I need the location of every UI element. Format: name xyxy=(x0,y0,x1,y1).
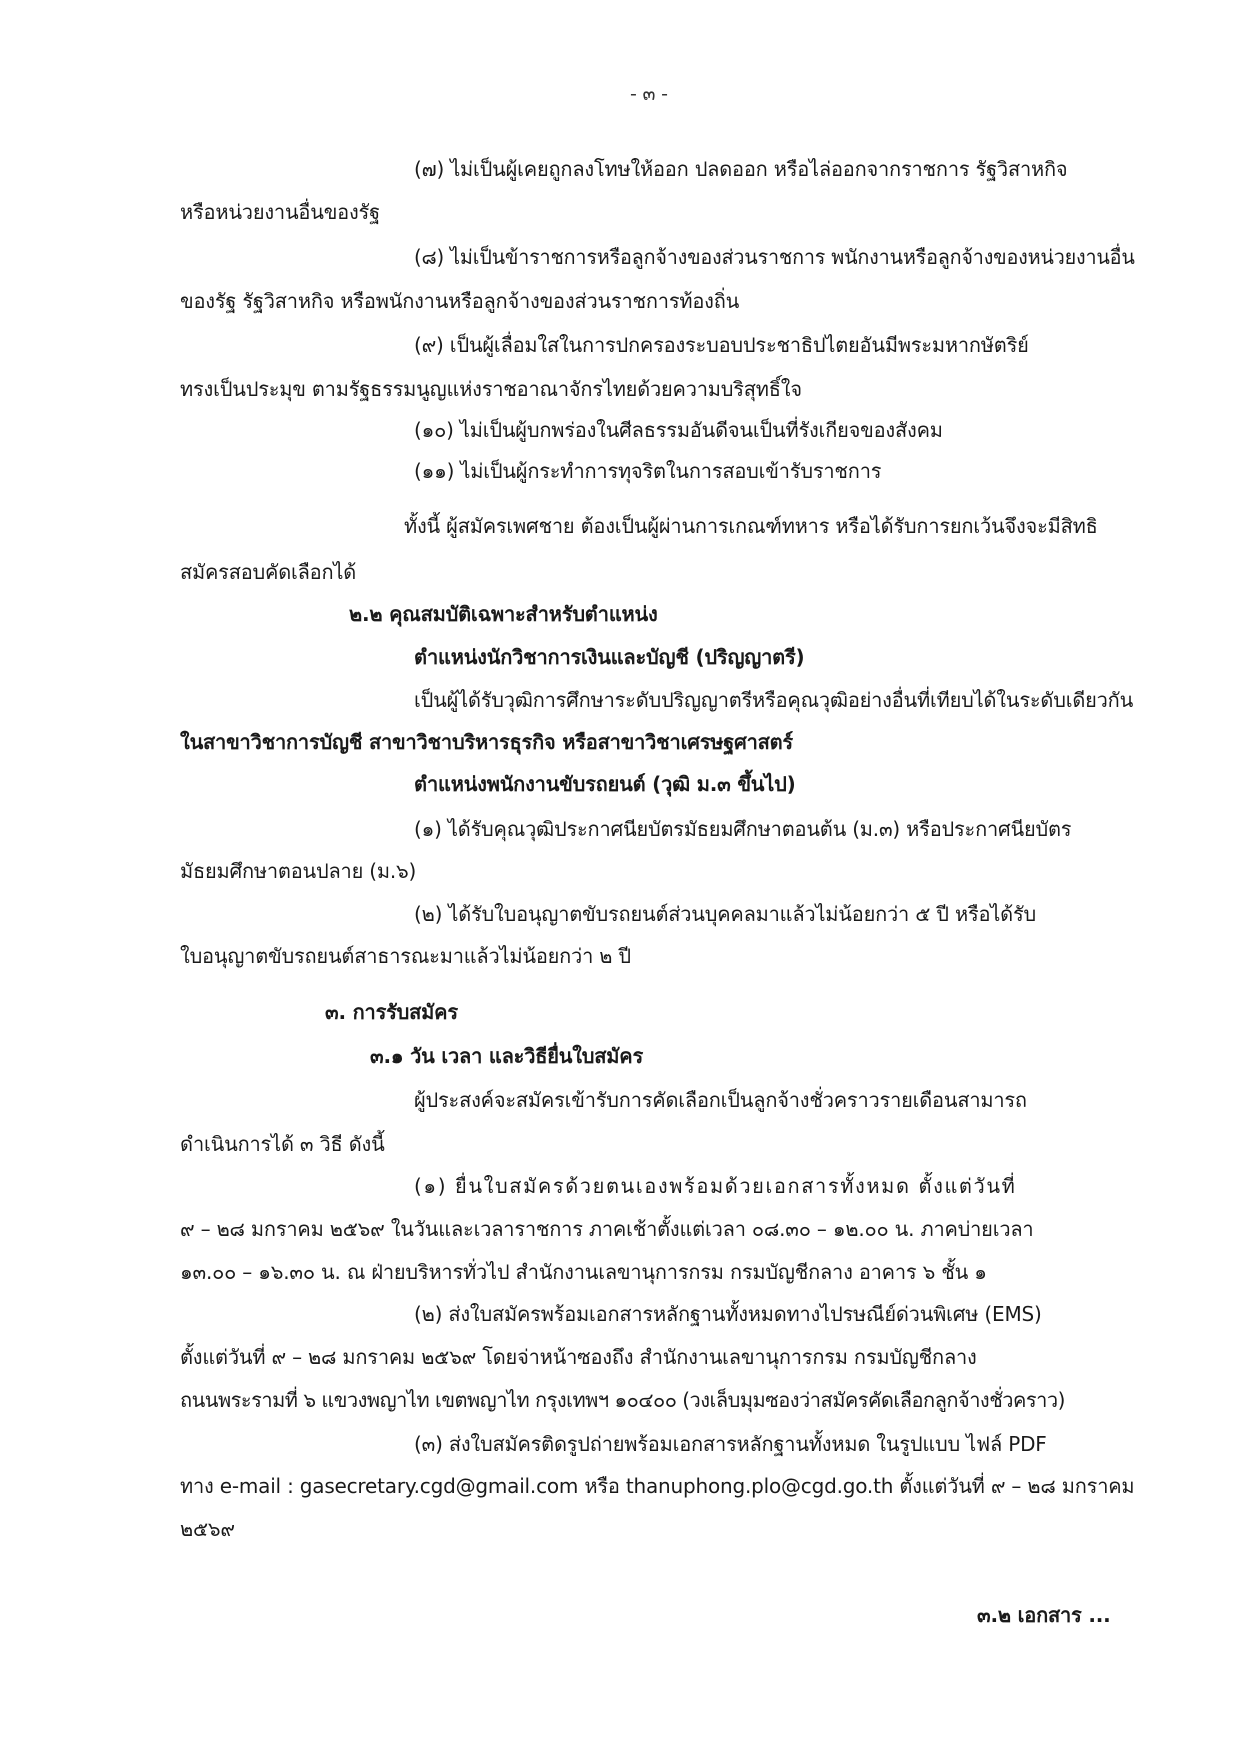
driver-requirement-2-line2: ใบอนุญาตขับรถยนต์สาธารณะมาแล้วไม่น้อยกว่า ๒ ปี xyxy=(180,944,631,968)
method-3-line1: (๓) ส่งใบสมัครติดรูปถ่ายพร้อมเอกสารหลักฐานทั้งหมด ในรูปแบบ ไฟล์ PDF xyxy=(414,1432,1047,1456)
page-number: - ๓ - xyxy=(630,83,668,105)
section-3-heading: ๓. การรับสมัคร xyxy=(325,1000,458,1024)
male-applicant-note-line1: ทั้งนี้ ผู้สมัครเพศชาย ต้องเป็นผู้ผ่านการเกณฑ์ทหาร หรือได้รับการยกเว้นจึงจะมีสิทธิ xyxy=(404,514,1098,538)
qualification-7-line1: (๗) ไม่เป็นผู้เคยถูกลงโทษให้ออก ปลดออก หรือไล่ออกจากราชการ รัฐวิสาหกิจ xyxy=(414,157,1068,181)
driver-requirement-1-line1: (๑) ได้รับคุณวุฒิประกาศนียบัตรมัธยมศึกษาตอนต้น (ม.๓) หรือประกาศนียบัตร xyxy=(414,817,1072,841)
method-1-line1: (๑) ยื่นใบสมัครด้วยตนเองพร้อมด้วยเอกสารทั้งหมด ตั้งแต่วันที่ xyxy=(414,1174,1017,1198)
method-2-line2: ตั้งแต่วันที่ ๙ – ๒๘ มกราคม ๒๕๖๙ โดยจ่าหน้าซองถึง สำนักงานเลขานุการกรม กรมบัญชีกลาง xyxy=(180,1345,977,1369)
driver-requirement-1-line2: มัธยมศึกษาตอนปลาย (ม.๖) xyxy=(180,859,417,883)
position-accountant-line2: ในสาขาวิชาการบัญชี สาขาวิชาบริหารธุรกิจ หรือสาขาวิชาเศรษฐศาสตร์ xyxy=(180,730,793,754)
method-2-line1: (๒) ส่งใบสมัครพร้อมเอกสารหลักฐานทั้งหมดทางไปรษณีย์ด่วนพิเศษ (EMS) xyxy=(414,1302,1042,1326)
qualification-11: (๑๑) ไม่เป็นผู้กระทำการทุจริตในการสอบเข้ารับราชการ xyxy=(414,459,882,483)
application-intro-line2: ดำเนินการได้ ๓ วิธี ดังนี้ xyxy=(180,1132,385,1156)
position-driver-heading: ตำแหน่งพนักงานขับรถยนต์ (วุฒิ ม.๓ ขึ้นไป) xyxy=(414,772,796,796)
method-1-line2: ๙ – ๒๘ มกราคม ๒๕๖๙ ในวันและเวลาราชการ ภาคเช้าตั้งแต่เวลา ๐๘.๓๐ – ๑๒.๐๐ น. ภาคบ่ายเวลา xyxy=(180,1217,1034,1241)
method-3-line3: ๒๕๖๙ xyxy=(180,1517,235,1541)
method-2-line3: ถนนพระรามที่ ๖ แขวงพญาไท เขตพญาไท กรุงเทพฯ ๑๐๔๐๐ (วงเล็บมุมซองว่าสมัครคัดเลือกลูกจ้างชั่วคราว) xyxy=(180,1388,1065,1412)
application-intro-line1: ผู้ประสงค์จะสมัครเข้ารับการคัดเลือกเป็นลูกจ้างชั่วคราวรายเดือนสามารถ xyxy=(414,1088,1027,1112)
continuation-marker: ๓.๒ เอกสาร ... xyxy=(977,1603,1111,1627)
qualification-8-line2: ของรัฐ รัฐวิสาหกิจ หรือพนักงานหรือลูกจ้างของส่วนราชการท้องถิ่น xyxy=(180,289,740,313)
qualification-8-line1: (๘) ไม่เป็นข้าราชการหรือลูกจ้างของส่วนราชการ พนักงานหรือลูกจ้างของหน่วยงานอื่น xyxy=(414,245,1135,269)
qualification-10: (๑๐) ไม่เป็นผู้บกพร่องในศีลธรรมอันดีจนเป็นที่รังเกียจของสังคม xyxy=(414,418,943,442)
method-1-line3: ๑๓.๐๐ – ๑๖.๓๐ น. ณ ฝ่ายบริหารทั่วไป สำนักงานเลขานุการกรม กรมบัญชีกลาง อาคาร ๖ ชั้น ๑ xyxy=(180,1260,987,1284)
qualification-9-line2: ทรงเป็นประมุข ตามรัฐธรรมนูญแห่งราชอาณาจักรไทยด้วยความบริสุทธิ์ใจ xyxy=(180,377,802,401)
position-accountant-line1: เป็นผู้ได้รับวุฒิการศึกษาระดับปริญญาตรีหรือคุณวุฒิอย่างอื่นที่เทียบได้ในระดับเดียวกัน xyxy=(414,688,1134,712)
method-3-line2: ทาง e-mail : gasecretary.cgd@gmail.com หรือ thanuphong.plo@cgd.go.th ตั้งแต่วันที่ ๙ – ๒๘ มกราคม xyxy=(180,1474,1135,1498)
section-2-2-heading: ๒.๒ คุณสมบัติเฉพาะสำหรับตำแหน่ง xyxy=(349,602,658,626)
male-applicant-note-line2: สมัครสอบคัดเลือกได้ xyxy=(180,560,357,584)
qualification-9-line1: (๙) เป็นผู้เลื่อมใสในการปกครองระบอบประชาธิปไตยอันมีพระมหากษัตริย์ xyxy=(414,333,1029,357)
qualification-7-line2: หรือหน่วยงานอื่นของรัฐ xyxy=(180,200,380,224)
driver-requirement-2-line1: (๒) ได้รับใบอนุญาตขับรถยนต์ส่วนบุคคลมาแล้วไม่น้อยกว่า ๕ ปี หรือได้รับ xyxy=(414,902,1036,926)
position-accountant-heading: ตำแหน่งนักวิชาการเงินและบัญชี (ปริญญาตรี) xyxy=(414,645,805,669)
section-3-1-heading: ๓.๑ วัน เวลา และวิธียื่นใบสมัคร xyxy=(370,1044,643,1068)
